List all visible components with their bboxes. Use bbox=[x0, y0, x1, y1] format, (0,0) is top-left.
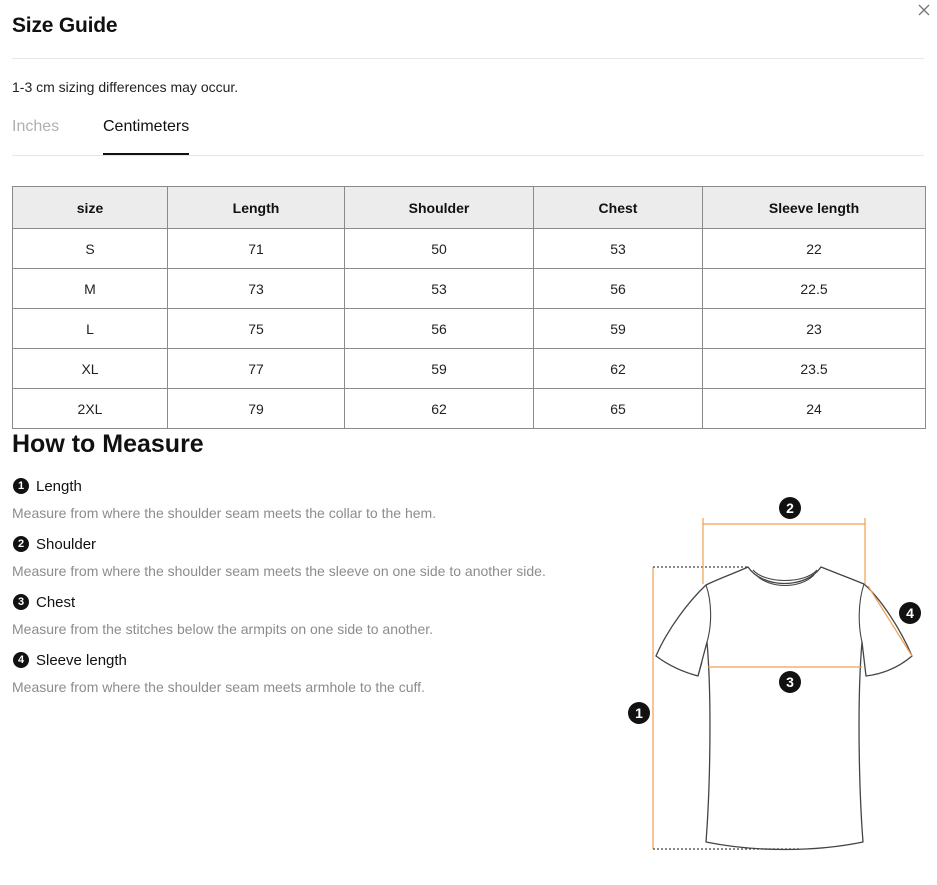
table-cell: 24 bbox=[703, 389, 926, 429]
table-row bbox=[13, 349, 926, 389]
table-cell: 77 bbox=[168, 349, 345, 389]
table-cell: 53 bbox=[534, 229, 703, 269]
table-cell: 65 bbox=[534, 389, 703, 429]
table-row bbox=[13, 309, 926, 349]
how-to-measure-title: How to Measure bbox=[12, 430, 204, 458]
close-button[interactable] bbox=[915, 1, 933, 19]
column-header-sleeve-length: Sleeve length bbox=[703, 187, 926, 229]
close-icon bbox=[915, 1, 933, 19]
table-header-row bbox=[13, 187, 926, 229]
table-cell: 59 bbox=[534, 309, 703, 349]
marker-4 bbox=[899, 602, 921, 624]
table-cell: 59 bbox=[345, 349, 534, 389]
marker-2 bbox=[779, 497, 801, 519]
table-cell: 79 bbox=[168, 389, 345, 429]
table-cell: M bbox=[13, 269, 168, 309]
table-cell: 23.5 bbox=[703, 349, 926, 389]
table-cell: 56 bbox=[345, 309, 534, 349]
table-cell: 50 bbox=[345, 229, 534, 269]
svg-text:4: 4 bbox=[906, 605, 914, 621]
table-cell: XL bbox=[13, 349, 168, 389]
measure-step-sleeve-length bbox=[12, 650, 425, 695]
step-description: Measure from the stitches below the armpits on one side to another. bbox=[12, 621, 434, 637]
column-header-chest: Chest bbox=[534, 187, 703, 229]
step-name: Sleeve length bbox=[36, 651, 127, 669]
step-number-badge: 2 bbox=[13, 536, 29, 552]
tab-centimeters[interactable]: Centimeters bbox=[103, 118, 189, 155]
size-table bbox=[12, 186, 926, 429]
table-cell: 22 bbox=[703, 229, 926, 269]
step-description: Measure from where the shoulder seam meets armhole to the cuff. bbox=[12, 679, 425, 695]
step-description: Measure from where the shoulder seam meets the collar to the hem. bbox=[12, 505, 437, 521]
svg-text:2: 2 bbox=[786, 500, 794, 516]
measure-step-shoulder bbox=[12, 534, 546, 579]
table-cell: 23 bbox=[703, 309, 926, 349]
step-name: Length bbox=[36, 477, 82, 495]
column-header-length: Length bbox=[168, 187, 345, 229]
column-header-size: size bbox=[13, 187, 168, 229]
table-cell: 56 bbox=[534, 269, 703, 309]
column-header-shoulder: Shoulder bbox=[345, 187, 534, 229]
step-name: Chest bbox=[36, 593, 76, 611]
measure-step-length bbox=[12, 476, 436, 521]
table-cell: 2XL bbox=[13, 389, 168, 429]
table-cell: 53 bbox=[345, 269, 534, 309]
dialog-title: Size Guide bbox=[12, 14, 118, 37]
step-number-badge: 4 bbox=[13, 652, 29, 668]
table-cell: 22.5 bbox=[703, 269, 926, 309]
table-cell: S bbox=[13, 229, 168, 269]
table-cell: 73 bbox=[168, 269, 345, 309]
marker-3 bbox=[779, 671, 801, 693]
tshirt-outline-icon bbox=[656, 567, 912, 850]
svg-text:3: 3 bbox=[786, 674, 794, 690]
table-row bbox=[13, 229, 926, 269]
table-cell: L bbox=[13, 309, 168, 349]
measure-step-chest bbox=[12, 592, 433, 637]
title-divider bbox=[12, 58, 924, 59]
table-cell: 71 bbox=[168, 229, 345, 269]
step-number-badge: 1 bbox=[13, 478, 29, 494]
table-cell: 75 bbox=[168, 309, 345, 349]
unit-tabs bbox=[12, 110, 924, 156]
sizing-note: 1-3 cm sizing differences may occur. bbox=[12, 79, 239, 95]
marker-1 bbox=[628, 702, 650, 724]
tab-inches[interactable]: Inches bbox=[12, 118, 60, 135]
step-name: Shoulder bbox=[36, 535, 97, 553]
svg-text:1: 1 bbox=[635, 705, 643, 721]
step-number-badge: 3 bbox=[13, 594, 29, 610]
table-cell: 62 bbox=[534, 349, 703, 389]
table-cell: 62 bbox=[345, 389, 534, 429]
tshirt-measure-diagram bbox=[620, 490, 930, 860]
table-row bbox=[13, 389, 926, 429]
table-row bbox=[13, 269, 926, 309]
step-description: Measure from where the shoulder seam meets the sleeve on one side to another side. bbox=[12, 563, 546, 579]
